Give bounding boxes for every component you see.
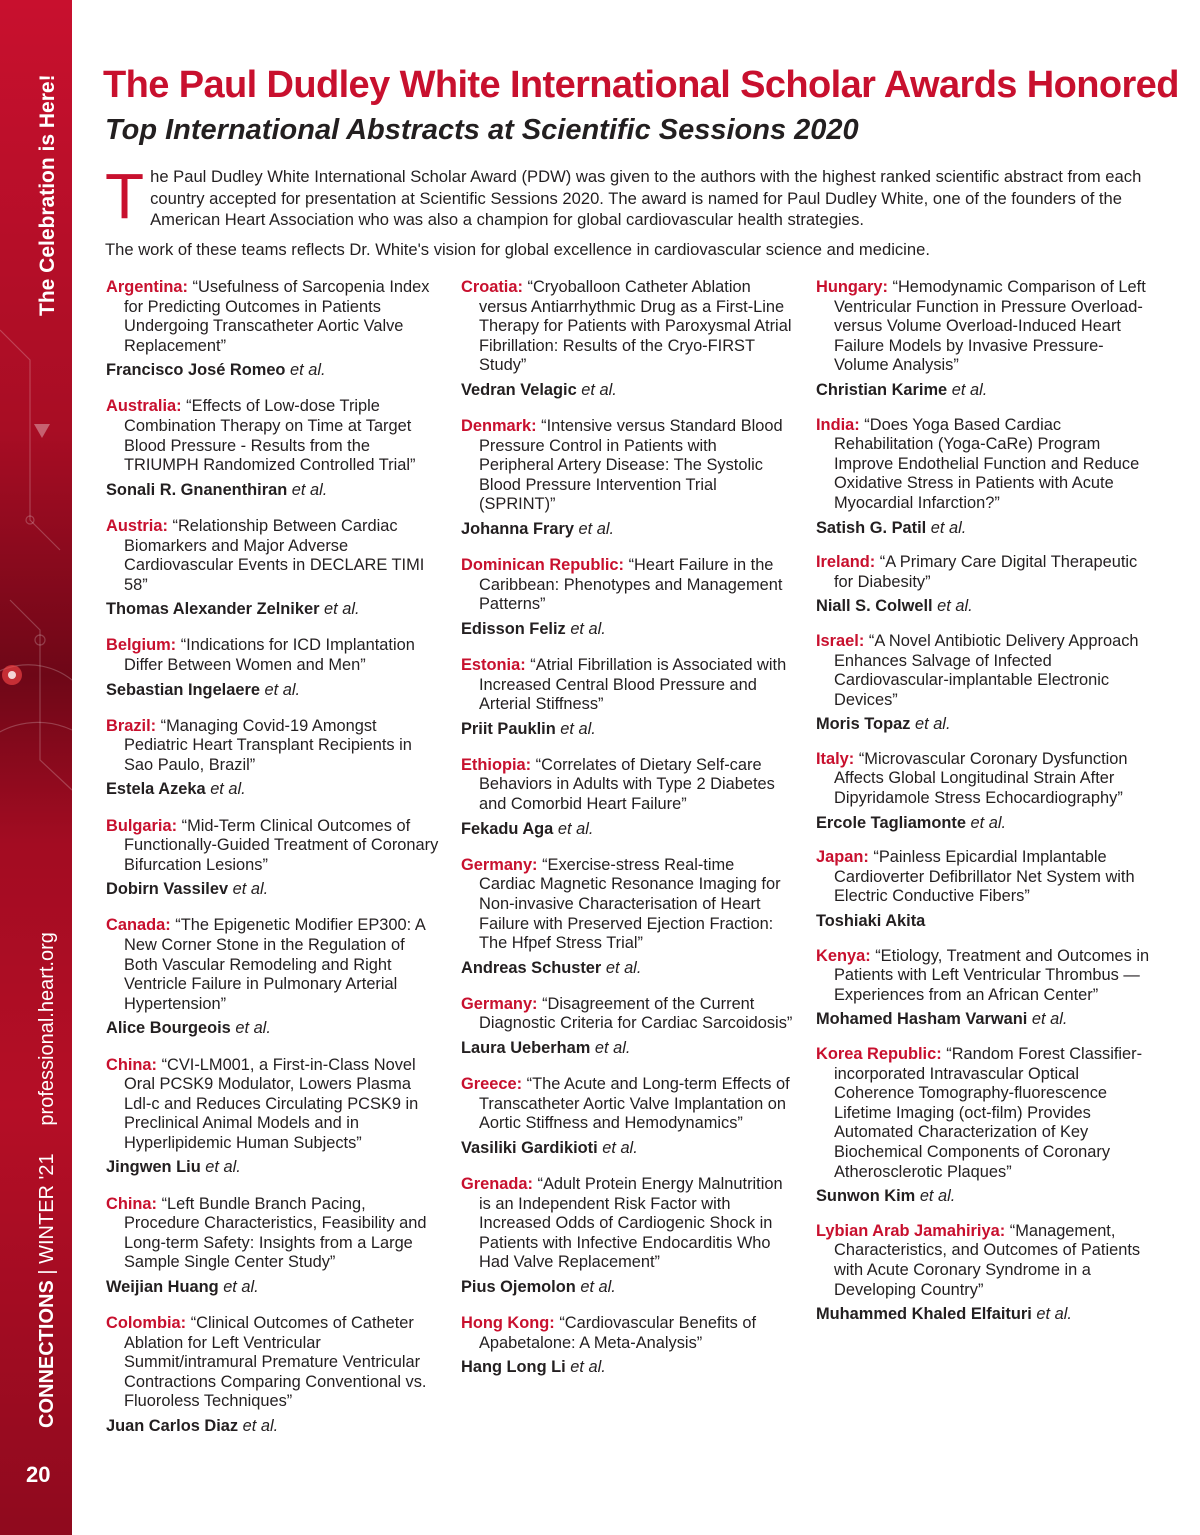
abstract-line xyxy=(816,947,1156,1006)
author-name: Hang Long Li xyxy=(461,1358,566,1377)
author-name: Thomas Alexander Zelniker xyxy=(106,600,320,619)
award-entry xyxy=(461,856,795,979)
country-name: Korea Republic: xyxy=(816,1045,942,1063)
author-name: Andreas Schuster xyxy=(461,958,602,977)
intro-paragraph-2: The work of these teams reflects Dr. White's vision for global excellence in cardiovascular science and medicine. xyxy=(105,239,930,259)
author-line xyxy=(106,361,442,381)
abstract-title: “Atrial Fibrillation is Associated with Increased Central Blood Pressure and Arterial Stiffness” xyxy=(479,656,787,714)
author-line xyxy=(106,1158,442,1178)
abstract-title: “Clinical Outcomes of Catheter Ablation for Left Ventricular Summit/intramural Premature Ventricular Contractions Comparing Conventional vs. Fluoroless Techniques” xyxy=(124,1314,427,1411)
author-name: Toshiaki Akita xyxy=(816,912,926,931)
author-line xyxy=(816,1187,1156,1207)
author-line xyxy=(816,519,1156,539)
award-entry xyxy=(816,1045,1156,1207)
award-entry xyxy=(816,553,1156,617)
country-name: Hong Kong: xyxy=(461,1314,555,1333)
award-entry xyxy=(106,1056,442,1179)
author-name: Edisson Feliz xyxy=(461,619,566,638)
intro-paragraph-1 xyxy=(105,160,1155,232)
abstract-title: “Indications for ICD Implantation Differ Between Women and Men” xyxy=(124,636,415,674)
author-name: Francisco José Romeo xyxy=(106,361,286,380)
country-name: Estonia: xyxy=(461,656,526,674)
author-line xyxy=(461,520,795,540)
abstract-line xyxy=(461,656,795,715)
author-line xyxy=(816,1010,1156,1030)
abstract-line xyxy=(816,553,1156,592)
author-name: Vedran Velagic xyxy=(461,380,577,399)
abstract-title: “CVI-LM001, a First-in-Class Novel Oral PCSK9 Modulator, Lowers Plasma Ldl-c and Reduces Circulating PCSK9 in Preclinical Animal Models and in Hyperlipidemic Human Subjects” xyxy=(124,1055,419,1152)
column-3 xyxy=(816,278,1156,1325)
abstract-line xyxy=(106,717,442,776)
author-line xyxy=(816,715,1156,735)
abstract-line xyxy=(106,817,442,876)
country-name: Kenya: xyxy=(816,946,871,965)
abstract-line xyxy=(106,1195,442,1273)
country-name: Israel: xyxy=(816,631,865,650)
abstract-line xyxy=(461,1175,795,1273)
country-name: Italy: xyxy=(816,749,855,768)
author-name: Sonali R. Gnanenthiran xyxy=(106,480,288,499)
abstract-line xyxy=(461,417,795,515)
abstract-line xyxy=(461,1314,795,1353)
author-line xyxy=(461,959,795,979)
author-line xyxy=(106,1417,442,1437)
author-name: Satish G. Patil xyxy=(816,518,927,537)
award-entry xyxy=(816,848,1156,931)
abstract-line xyxy=(816,278,1156,376)
award-entry xyxy=(106,817,442,900)
author-line xyxy=(106,1278,442,1298)
et-al: et al. xyxy=(1031,1010,1068,1029)
abstract-line xyxy=(106,1314,442,1412)
country-name: Germany: xyxy=(461,855,538,874)
et-al: et al. xyxy=(919,1187,956,1206)
abstract-line xyxy=(461,995,795,1034)
et-al: et al. xyxy=(914,715,951,734)
page-title: The Paul Dudley White International Scholar Awards Honored xyxy=(103,64,1179,106)
intro xyxy=(105,160,1155,260)
et-al: et al. xyxy=(205,1158,241,1177)
author-line xyxy=(106,681,442,701)
abstract-line xyxy=(461,1075,795,1134)
author-line xyxy=(461,720,795,740)
abstract-title: “Random Forest Classifier-incorporated Intravascular Optical Coherence Tomography-fluorescence Lifetime Imaging (oct-film) Provides Automated Characterization of Key Biochemical Components of Coronary Atherosclerotic Plaques” xyxy=(834,1045,1143,1181)
abstract-title: “Cardiovascular Benefits of Apabetalone: A Meta-Analysis” xyxy=(479,1314,757,1352)
author-line xyxy=(816,814,1156,834)
page-subtitle: Top International Abstracts at Scientific Sessions 2020 xyxy=(105,114,859,146)
abstract-line xyxy=(106,278,442,356)
award-entry xyxy=(461,556,795,639)
abstract-title: “Mid-Term Clinical Outcomes of Functionally-Guided Treatment of Coronary Bifurcation Lesions” xyxy=(124,816,439,874)
country-name: Austria: xyxy=(106,516,168,535)
abstract-title: “Cryoballoon Catheter Ablation versus Antiarrhythmic Drug as a First-Line Therapy for Patients with Paroxysmal Atrial Fibrillation: Results of the Cryo-FIRST Study” xyxy=(479,278,792,375)
award-entry xyxy=(461,1075,795,1158)
abstract-line xyxy=(816,416,1156,514)
abstract-title: “Usefulness of Sarcopenia Index for Predicting Outcomes in Patients Undergoing Transcatheter Aortic Valve Replacement” xyxy=(124,278,430,355)
abstract-title: “Adult Protein Energy Malnutrition is an Independent Risk Factor with Increased Odds of Cardiogenic Shock in Patients with Infective Endocarditis Who Had Valve Replacement” xyxy=(479,1174,783,1272)
author-line xyxy=(816,597,1156,617)
et-al: et al. xyxy=(570,619,606,638)
award-entry xyxy=(461,756,795,839)
country-name: Ethiopia: xyxy=(461,755,532,774)
author-line xyxy=(461,1358,795,1378)
country-name: Argentina: xyxy=(106,278,188,296)
country-name: Croatia: xyxy=(461,278,523,296)
page-number: 20 xyxy=(26,1462,51,1487)
author-line xyxy=(461,1039,795,1059)
abstract-line xyxy=(461,856,795,954)
website-url: professional.heart.org xyxy=(36,932,58,1126)
award-entry xyxy=(106,636,442,700)
et-al: et al. xyxy=(937,597,973,616)
author-name: Alice Bourgeois xyxy=(106,1019,231,1038)
award-entry xyxy=(106,717,442,800)
abstract-title: “Etiology, Treatment and Outcomes in Patients with Left Ventricular Thrombus — Experiences from an African Center” xyxy=(834,946,1150,1004)
abstract-title: “Effects of Low-dose Triple Combination Therapy on Time at Target Blood Pressure - Results from the TRIUMPH Randomized Controlled Trial” xyxy=(124,397,416,475)
et-al: et al. xyxy=(605,958,642,977)
award-entry xyxy=(461,278,795,401)
et-al: et al. xyxy=(970,813,1007,832)
country-name: Brazil: xyxy=(106,716,157,735)
abstract-line xyxy=(461,756,795,815)
author-line xyxy=(106,780,442,800)
author-line xyxy=(461,381,795,401)
author-name: Priit Pauklin xyxy=(461,719,556,738)
abstract-line xyxy=(106,397,442,475)
et-al: et al. xyxy=(223,1277,259,1296)
author-line xyxy=(461,1139,795,1159)
abstract-title: “Does Yoga Based Cardiac Rehabilitation (Yoga-CaRe) Program Improve Endothelial Function and Reduce Oxidative Stress in Patients with Acute Myocardial Infarction?” xyxy=(834,415,1140,512)
issue-label: WINTER '21 xyxy=(36,1153,58,1264)
country-name: China: xyxy=(106,1055,157,1074)
country-name: India: xyxy=(816,415,860,434)
abstract-title: “Microvascular Coronary Dysfunction Affects Global Longitudinal Strain After Dipyridamole Stress Echocardiography” xyxy=(834,749,1128,808)
country-name: Greece: xyxy=(461,1075,523,1094)
country-name: China: xyxy=(106,1194,157,1213)
abstract-title: “The Acute and Long-term Effects of Transcatheter Aortic Valve Implantation on Aortic Stiffness and Hemodynamics” xyxy=(479,1075,790,1133)
country-name: Ireland: xyxy=(816,553,876,572)
et-al: et al. xyxy=(594,1039,631,1057)
et-al: et al. xyxy=(291,480,328,499)
author-name: Estela Azeka xyxy=(106,780,206,799)
et-al: et al. xyxy=(557,819,594,838)
author-name: Laura Ueberham xyxy=(461,1039,591,1057)
award-entry xyxy=(461,1314,795,1378)
abstract-title: “Disagreement of the Current Diagnostic Criteria for Cardiac Sarcoidosis” xyxy=(479,994,793,1033)
author-line xyxy=(106,880,442,900)
award-entry xyxy=(816,947,1156,1030)
column-1 xyxy=(106,278,442,1437)
award-entry xyxy=(106,397,442,500)
country-name: Bulgaria: xyxy=(106,816,178,835)
abstract-title: “Left Bundle Branch Pacing, Procedure Characteristics, Feasibility and Long-term Safety: Insights from a Large Sample Single Center Study” xyxy=(124,1194,427,1272)
et-al: et al. xyxy=(602,1138,638,1157)
et-al: et al. xyxy=(264,680,301,699)
abstract-title: “A Novel Antibiotic Delivery Approach Enhances Salvage of Infected Cardiovascular-implantable Electronic Devices” xyxy=(834,631,1139,709)
et-al: et al. xyxy=(581,380,617,399)
author-name: Moris Topaz xyxy=(816,715,911,734)
abstract-title: “Heart Failure in the Caribbean: Phenotypes and Management Patterns” xyxy=(479,556,783,614)
et-al: et al. xyxy=(560,719,596,738)
abstract-title: “Exercise-stress Real-time Cardiac Magnetic Resonance Imaging for Non-invasive Characterisation of Heart Failure with Preserved Ejection Fraction: The Hfpef Stress Trial” xyxy=(479,855,781,953)
award-entry xyxy=(816,416,1156,539)
award-entry xyxy=(106,916,442,1039)
award-entry xyxy=(816,278,1156,401)
et-al: et al. xyxy=(570,1358,606,1377)
country-name: Germany: xyxy=(461,994,538,1013)
author-name: Weijian Huang xyxy=(106,1277,219,1296)
abstract-line xyxy=(461,556,795,615)
abstract-line xyxy=(106,517,442,595)
award-entry xyxy=(106,517,442,620)
abstract-title: “Painless Epicardial Implantable Cardioverter Defibrillator Net System with Electric Conductive Fibers” xyxy=(834,848,1135,906)
sidebar xyxy=(0,0,72,1535)
sidebar-tagline: The Celebration is Here! xyxy=(36,74,59,316)
author-line xyxy=(816,1305,1156,1325)
et-al: et al. xyxy=(951,380,988,399)
author-name: Mohamed Hasham Varwani xyxy=(816,1010,1028,1029)
et-al: et al. xyxy=(930,518,967,537)
abstract-line xyxy=(106,1056,442,1154)
abstract-title: “Managing Covid-19 Amongst Pediatric Heart Transplant Recipients in Sao Paulo, Brazil” xyxy=(124,716,412,774)
award-entry xyxy=(461,656,795,739)
country-name: Belgium: xyxy=(106,636,177,655)
abstract-title: “The Epigenetic Modifier EP300: A New Corner Stone in the Regulation of Both Vascular Remodeling and Right Ventricle Failure in Pulmonary Arterial Hypertension” xyxy=(124,916,425,1013)
abstract-line xyxy=(816,848,1156,907)
column-2 xyxy=(461,278,795,1378)
abstract-line xyxy=(816,1045,1156,1182)
author-line xyxy=(816,912,1156,932)
abstract-line xyxy=(816,1222,1156,1300)
et-al: et al. xyxy=(232,880,269,899)
et-al: et al. xyxy=(290,361,326,380)
author-name: Jingwen Liu xyxy=(106,1158,201,1177)
award-entry xyxy=(816,750,1156,833)
award-entry xyxy=(461,995,795,1059)
drop-cap: T xyxy=(105,160,145,232)
author-line xyxy=(461,620,795,640)
award-entry xyxy=(816,632,1156,735)
country-name: Canada: xyxy=(106,916,171,935)
magazine-brand: CONNECTIONS xyxy=(36,1280,58,1428)
country-name: Grenada: xyxy=(461,1174,533,1193)
author-line xyxy=(106,1019,442,1039)
sidebar-footer xyxy=(36,932,59,1428)
intro-text: he Paul Dudley White International Scholar Award (PDW) was given to the authors with the highest ranked scientific abstract from each country accepted for presentation at Scientific Sessions 2020. The award is named for Paul Dudley White, one of the founders of the American Heart Association who was also a champion for global cardiovascular health strategies. xyxy=(150,167,1142,229)
author-name: Sunwon Kim xyxy=(816,1187,916,1206)
et-al: et al. xyxy=(324,600,360,619)
et-al: et al. xyxy=(1036,1305,1072,1324)
award-entry xyxy=(106,278,442,381)
country-name: Colombia: xyxy=(106,1314,187,1333)
author-line xyxy=(106,600,442,620)
author-name: Vasiliki Gardikioti xyxy=(461,1138,598,1157)
abstract-line xyxy=(106,636,442,675)
abstract-line xyxy=(461,278,795,376)
author-name: Juan Carlos Diaz xyxy=(106,1417,239,1435)
et-al: et al. xyxy=(242,1417,279,1435)
author-name: Fekadu Aga xyxy=(461,819,554,838)
country-name: Australia: xyxy=(106,397,182,416)
author-name: Sebastian Ingelaere xyxy=(106,680,260,699)
author-name: Muhammed Khaled Elfaituri xyxy=(816,1305,1032,1324)
author-line xyxy=(106,481,442,501)
abstract-line xyxy=(816,632,1156,710)
abstract-title: “Relationship Between Cardiac Biomarkers and Major Adverse Cardiovascular Events in DECLARE TIMI 58” xyxy=(124,516,425,594)
award-entry xyxy=(816,1222,1156,1325)
footer-separator: | xyxy=(36,1269,58,1275)
author-line xyxy=(461,820,795,840)
country-name: Dominican Republic: xyxy=(461,556,625,575)
award-entry xyxy=(106,1314,442,1437)
award-entry xyxy=(106,1195,442,1298)
author-name: Johanna Frary xyxy=(461,520,574,539)
abstract-title: “A Primary Care Digital Therapeutic for Diabesity” xyxy=(834,553,1138,591)
abstract-title: “Hemodynamic Comparison of Left Ventricular Function in Pressure Overload- versus Volume Overload-Induced Heart Failure Models by Invasive Pressure-Volume Analysis” xyxy=(834,278,1146,375)
country-name: Japan: xyxy=(816,848,869,867)
country-name: Lybian Arab Jamahiriya: xyxy=(816,1221,1006,1240)
et-al: et al. xyxy=(578,520,615,539)
abstract-line xyxy=(816,750,1156,809)
author-name: Dobirn Vassilev xyxy=(106,880,229,899)
abstract-line xyxy=(106,916,442,1014)
author-name: Niall S. Colwell xyxy=(816,597,933,616)
country-name: Denmark: xyxy=(461,417,537,436)
abstract-title: “Correlates of Dietary Self-care Behaviors in Adults with Type 2 Diabetes and Comorbid Heart Failure” xyxy=(479,755,775,814)
et-al: et al. xyxy=(210,780,246,799)
author-name: Pius Ojemolon xyxy=(461,1277,576,1296)
award-entry xyxy=(461,1175,795,1298)
author-name: Christian Karime xyxy=(816,380,948,399)
author-line xyxy=(816,381,1156,401)
author-name: Ercole Tagliamonte xyxy=(816,813,966,832)
author-line xyxy=(461,1278,795,1298)
et-al: et al. xyxy=(235,1019,271,1038)
award-entry xyxy=(461,417,795,540)
abstract-title: “Management, Characteristics, and Outcomes of Patients with Acute Coronary Syndrome in a Developing Country” xyxy=(834,1221,1141,1299)
country-name: Hungary: xyxy=(816,278,888,296)
et-al: et al. xyxy=(580,1277,616,1296)
abstract-title: “Intensive versus Standard Blood Pressure Control in Patients with Peripheral Artery Disease: The Systolic Blood Pressure Intervention Trial (SPRINT)” xyxy=(479,417,783,514)
